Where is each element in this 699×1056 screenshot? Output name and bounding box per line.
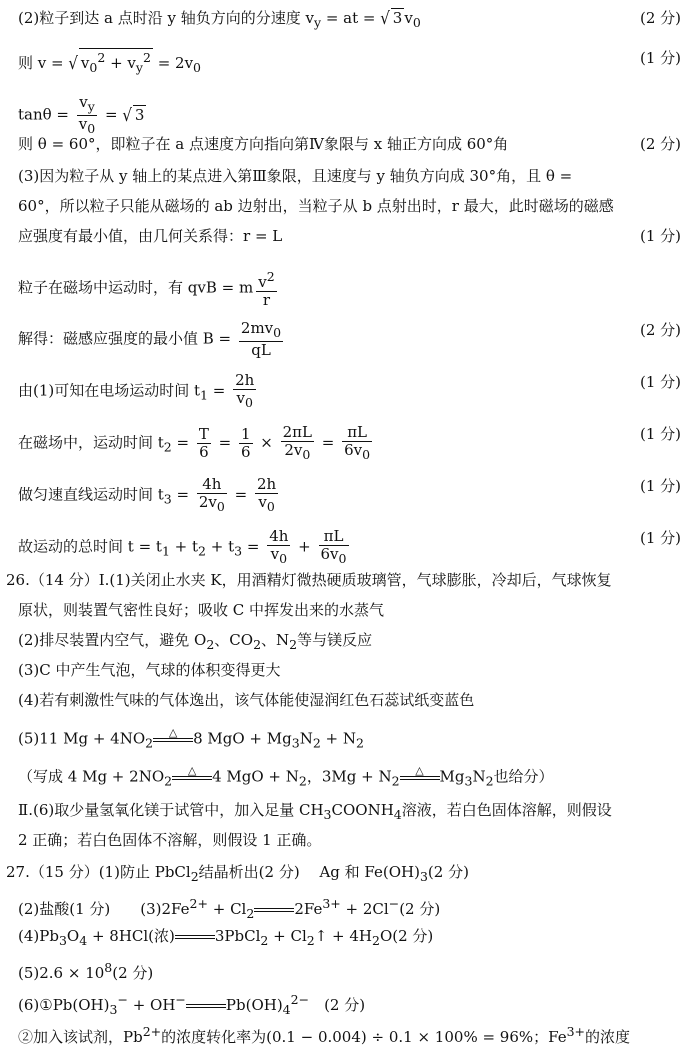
text: ，3Mg + N [306,767,392,786]
text: 也给分） [493,767,554,786]
text: 3PbCl [214,927,261,945]
sup: 2− [290,992,310,1007]
text: 原状，则装置气密性良好；吸收 C 中挥发出来的水蒸气 [18,601,385,619]
score: (1 分) [639,373,681,391]
text: 解得：磁感应强度的最小值 B = [18,329,236,348]
sub: 0 [273,325,282,340]
text: v [258,273,267,291]
sub: 2 [163,439,172,455]
text: πL [342,424,372,442]
sup: 2+ [142,1024,162,1039]
sub: 0 [266,499,275,514]
text: = 2v [152,54,194,72]
sub: 2 [253,637,262,652]
text: O [66,927,80,945]
sup: 2 [97,50,106,65]
sub: 2 [206,637,215,652]
text: (6)①Pb(OH) [18,996,110,1014]
text: 的浓度转化率为(0.1 − 0.004) ÷ 0.1 × 100% = 96%；Fe [161,1028,567,1046]
text: (3)C 中产生气泡，气球的体积变得更大 [18,661,281,679]
text: 2h [235,371,255,389]
text: = [213,433,236,452]
text: 2v [284,441,303,459]
text: 27.（15 分）(1)防止 PbCl [6,863,191,881]
text: + OH [127,996,176,1014]
score: (2 分) [639,9,681,27]
heat-symbol: △ [168,726,178,739]
text: v [258,493,267,511]
fraction [233,372,256,411]
text: 应强度有最小值，由几何关系得：r = L [18,227,283,245]
sup: − [388,896,400,911]
text: 4h [197,476,227,494]
sub: 0 [89,60,98,75]
text: + N [320,729,356,748]
text: (5)11 Mg + 4NO [18,729,146,748]
sub: 3 [163,491,172,507]
sub: 2 [190,869,199,884]
text: 、N [261,631,290,649]
radicand [79,48,153,77]
sub: 2 [246,906,255,921]
text: 溶液，若白色固体溶解，则假设 [401,801,612,819]
sup: 8 [104,960,113,975]
text: 等与镁反应 [297,631,373,649]
sub: 1 [200,387,208,403]
sub: 3 [291,735,300,751]
score: (1 分) [639,425,681,443]
text: 8 MgO + Mg [193,729,292,748]
score: (2 分) [639,135,681,153]
score: (1 分) [639,49,681,67]
equal-arrow [186,995,226,1017]
equal-arrow [254,899,294,921]
text: = [317,433,340,452]
text: = [171,485,194,504]
text: (2)盐酸(1 分) (3)2Fe [18,900,190,918]
heat-arrow [172,766,212,789]
text: v [80,54,90,72]
answer-page: (2)粒子到达 a 点时沿 y 轴负方向的分速度 $v_y$ = at = √ 3 $v_0$ (2 分) 则 v = √ $v_0^2 + v_y^2 = 2v_0$ (1 分) tanθ = $\frac{v_y}{v_0}$ = √ 3 则 θ = 60°，即粒子在 a 点速度方向指向第Ⅳ象限与 x 轴正方向成 60°角 (2 分) (3)因为粒子从 y 轴上的某点进入第Ⅲ象限，且速度与 y 轴负方向成 30°角，且 θ = 60°，所以粒子只能从磁场的 ab 边射出，当粒子从 b 点射出时，r 最大，此时磁场的磁感 应强度有最小值，由几何关系得：r = L (1 分) 粒子在磁场中运动时，有 qvB = m $\frac{v^2}{r}$ 解得：磁感应强度的最小值 B = $\frac{2mv_0}{qL}$ (2 分) 由(1)可知在电场运动时间 $t_1$ = $\frac{2h}{v_0}$ (1 分) 在磁场中，运动时间 $t_2$ = $\frac{T}{6}$ = $\frac{1}{6}$ × $\frac{2\pi L}{2v_0}$ = $\frac{\pi L}{6v_0}$ (1 分) 做匀速直线运动时间 $t_3$ = $\frac{4h}{2v_0}$ = $\frac{2h}{v_0}$ (1 分) 故运动的总时间 $t = t_1 + t_2 + t_3$ = $\frac{4h}{v_0}$ + $\frac{\pi L}{6v_0}$ (1 分) 26.（14 分）Ⅰ.(1)关闭止水夹 K，用酒精灯微热硬质玻璃管，气球膨胀，冷却后，气球恢复 原状，则装置气密性良好；吸收 C 中挥发出来的水蒸气 (2)排尽装置内空气，避免 $O_2$、$CO_2$、$N_2$等与镁反应 (3)C 中产生气泡，气球的体积变得更大 (4)若有刺激性气味的气体逸出，该气体能使湿润红色石蕊试纸变蓝色 (5)11 $Mg + 4NO_2$ △ 8 MgO + $Mg_3N_2 + N_2$ （写成 4 $Mg + 2NO_2$ △ 4 MgO + $N_2$，$3Mg + N_2$ △ $Mg_3N_2$也给分） Ⅱ.(6)取少量氢氧化镁于试管中，加入足量 $CH_3COONH_4$溶液，若白色固体溶解，则假设 2 正确；若白色固体不溶解，则假设 1 正确。 27.（15 分）(1)防止 PbCl$_2$结晶析出(2 分) Ag 和 $Fe(OH)_3(2$ 分) (2)盐酸(1 分) $(3)2Fe^{2+} + Cl_2$ $2Fe^{3+} + 2Cl^-(2$ 分) $(4)Pb_3O_4 + 8HCl$(浓) 3PbCl$_2$ + $Cl_2↑ + 4H_2O(2$ 分) $(5)2.6 \times 10^8(2$ 分) $(6)①Pb(OH)_3^- + OH^-$ $Pb(OH)_4^{2-}$ (2 分) ②加入该试剂，$Pb^{2+}$的浓度转化率为(0.1 − 0.004) ÷ 0.1 × 100% = 96%；$Fe^{3+}$的浓度 [6,7,681,1046]
sub: 2 [356,735,364,751]
text: (3)因为粒子从 y 轴上的某点进入第Ⅲ象限，且速度与 y 轴负方向成 30°角，且 θ = [18,167,573,185]
text: = [100,105,123,124]
text: 做匀速直线运动时间 t [18,485,164,504]
fraction [239,426,253,461]
sub: 0 [244,395,253,410]
fraction [255,476,278,515]
text: (2 分) [112,964,154,982]
text: T [198,425,209,443]
sub: 3 [464,773,473,789]
text: = [208,381,231,400]
text: (2 分) [399,900,441,918]
text: 2Fe [294,900,323,918]
sub: 0 [216,499,225,514]
score: (1 分) [639,227,681,245]
text: 2v [198,493,217,511]
sub: 4 [79,933,88,948]
text: 粒子在磁场中运动时，有 qvB = m [18,278,254,297]
text: 由(1)可知在电场运动时间 t [18,381,201,400]
sub: 2 [485,773,494,789]
text: 6v [320,545,339,563]
sub: 0 [87,121,96,136]
text: 、CO [214,631,254,649]
sub: 3 [323,807,332,822]
sub: 4 [282,1002,291,1017]
equal-arrow [175,926,215,948]
sup: 2+ [189,896,208,911]
sub: y [87,99,95,114]
text: 则 θ = 60°，即粒子在 a 点速度方向指向第Ⅳ象限与 x 轴正方向成 60°角 [18,135,509,153]
radical-sign: √ [380,7,390,29]
sub: 3 [58,933,67,948]
sub: 2 [391,773,400,789]
text: N [299,729,313,748]
text: × [255,433,278,452]
radical-sign: √ [122,104,132,125]
fraction [77,94,97,137]
fraction [281,424,314,463]
sub: 3 [109,1002,118,1017]
score: (2 分) [639,321,681,339]
text: (2 分) [309,996,366,1014]
fraction [256,268,276,309]
fraction [197,426,211,461]
score: (1 分) [639,477,681,495]
text: Pb(OH) [225,996,283,1014]
text: + [169,537,192,556]
text: N [472,767,486,786]
text: 6 [240,443,251,461]
sub: 2 [164,773,173,789]
radicand: 3 [134,105,145,124]
sub: 3 [234,543,243,559]
text: + [205,537,229,556]
text: v [78,115,88,133]
text: 2h [256,475,277,493]
radical-sign: √ [68,52,78,74]
text: (2 分) [427,863,469,881]
text: (2)粒子到达 a 点时沿 y 轴负方向的分速度 v [18,9,314,27]
text: r [262,291,270,309]
text: v [236,389,245,407]
sub: 2 [145,735,154,751]
heat-arrow [400,766,440,789]
heat-arrow [153,728,193,751]
text: v [270,545,280,563]
sup: 3+ [322,896,341,911]
text: 的浓度 [585,1028,631,1046]
text: O(2 分) [379,927,434,945]
text: Ⅱ.(6)取少量氢氧化镁于试管中，加入足量 CH [18,801,324,819]
sub: 2 [198,543,206,559]
heat-symbol: △ [187,764,197,777]
text: + 2Cl [340,900,389,918]
text: 4h [269,527,289,545]
text: （写成 4 Mg + 2NO [18,767,165,786]
sub: 2 [312,735,321,751]
text: ②加入该试剂，Pb [18,1028,143,1046]
text: + 8HCl(浓) [87,927,175,945]
text: = [229,485,252,504]
text: 故运动的总时间 t = t [18,537,162,556]
text: COONH [331,801,394,819]
text: = at = [321,9,381,27]
text: 2 正确；若白色固体不溶解，则假设 1 正确。 [18,831,322,849]
text: (5)2.6 × 10 [18,964,105,982]
sub: 0 [412,15,421,30]
text: 26.（14 分）Ⅰ.(1)关闭止水夹 K，用酒精灯微热硬质玻璃管，气球膨胀，冷却后，气球恢复 [6,571,612,589]
text: (4)若有刺激性气味的气体逸出，该气体能使湿润红色石蕊试纸变蓝色 [18,691,475,709]
sub: 2 [372,933,380,948]
text: 在磁场中，运动时间 t [18,433,164,452]
sub: 0 [302,447,311,462]
text: 6 [199,443,209,461]
text: 结晶析出(2 分) Ag 和 Fe(OH) [198,863,420,881]
text: 60°，所以粒子只能从磁场的 ab 边射出，当粒子从 b 点射出时，r 最大，此时磁场的磁感 [18,197,614,215]
text: + [293,537,316,556]
sup: − [117,992,128,1007]
heat-symbol: △ [415,764,424,777]
sub: 2 [289,637,298,652]
sub: 4 [393,807,402,822]
sub: 0 [279,551,288,566]
text: ↑ + 4H [314,927,373,945]
fraction [319,528,349,567]
text: = [171,433,194,452]
sub: 2 [298,773,307,789]
text: (2)排尽装置内空气，避免 O [18,631,207,649]
sub: 3 [419,869,428,884]
text: = [242,537,265,556]
sub: 0 [193,60,201,75]
radicand: 3 [392,9,403,27]
text: tanθ = [18,105,74,124]
text: Mg [439,767,465,786]
fraction [267,528,290,567]
sup: 2 [266,269,275,284]
text: 1 [240,425,251,443]
text: 则 v = [18,54,69,72]
text: + Cl [207,900,247,918]
sub: 2 [306,933,315,948]
text: 6v [344,441,363,459]
text: 2πL [282,423,313,441]
sup: − [175,992,186,1007]
fraction [239,320,283,359]
fraction [342,424,372,463]
sub: 0 [338,551,347,566]
text: + v [105,54,136,72]
text: qL [251,341,271,359]
fraction [197,476,227,515]
text: (4)Pb [18,927,59,945]
sub: 1 [161,543,170,559]
sub: 2 [260,933,269,948]
text: πL [319,528,349,546]
sub: y [135,60,143,75]
sub: y [313,15,322,30]
text: v [404,9,413,27]
score: (1 分) [639,529,681,547]
sup: 2 [142,50,151,65]
sup: 3+ [566,1024,586,1039]
sub: 0 [362,447,371,462]
text: + Cl [268,927,307,945]
text: 4 MgO + N [212,767,299,786]
text: 2mv [240,319,274,337]
text: v [79,93,88,111]
